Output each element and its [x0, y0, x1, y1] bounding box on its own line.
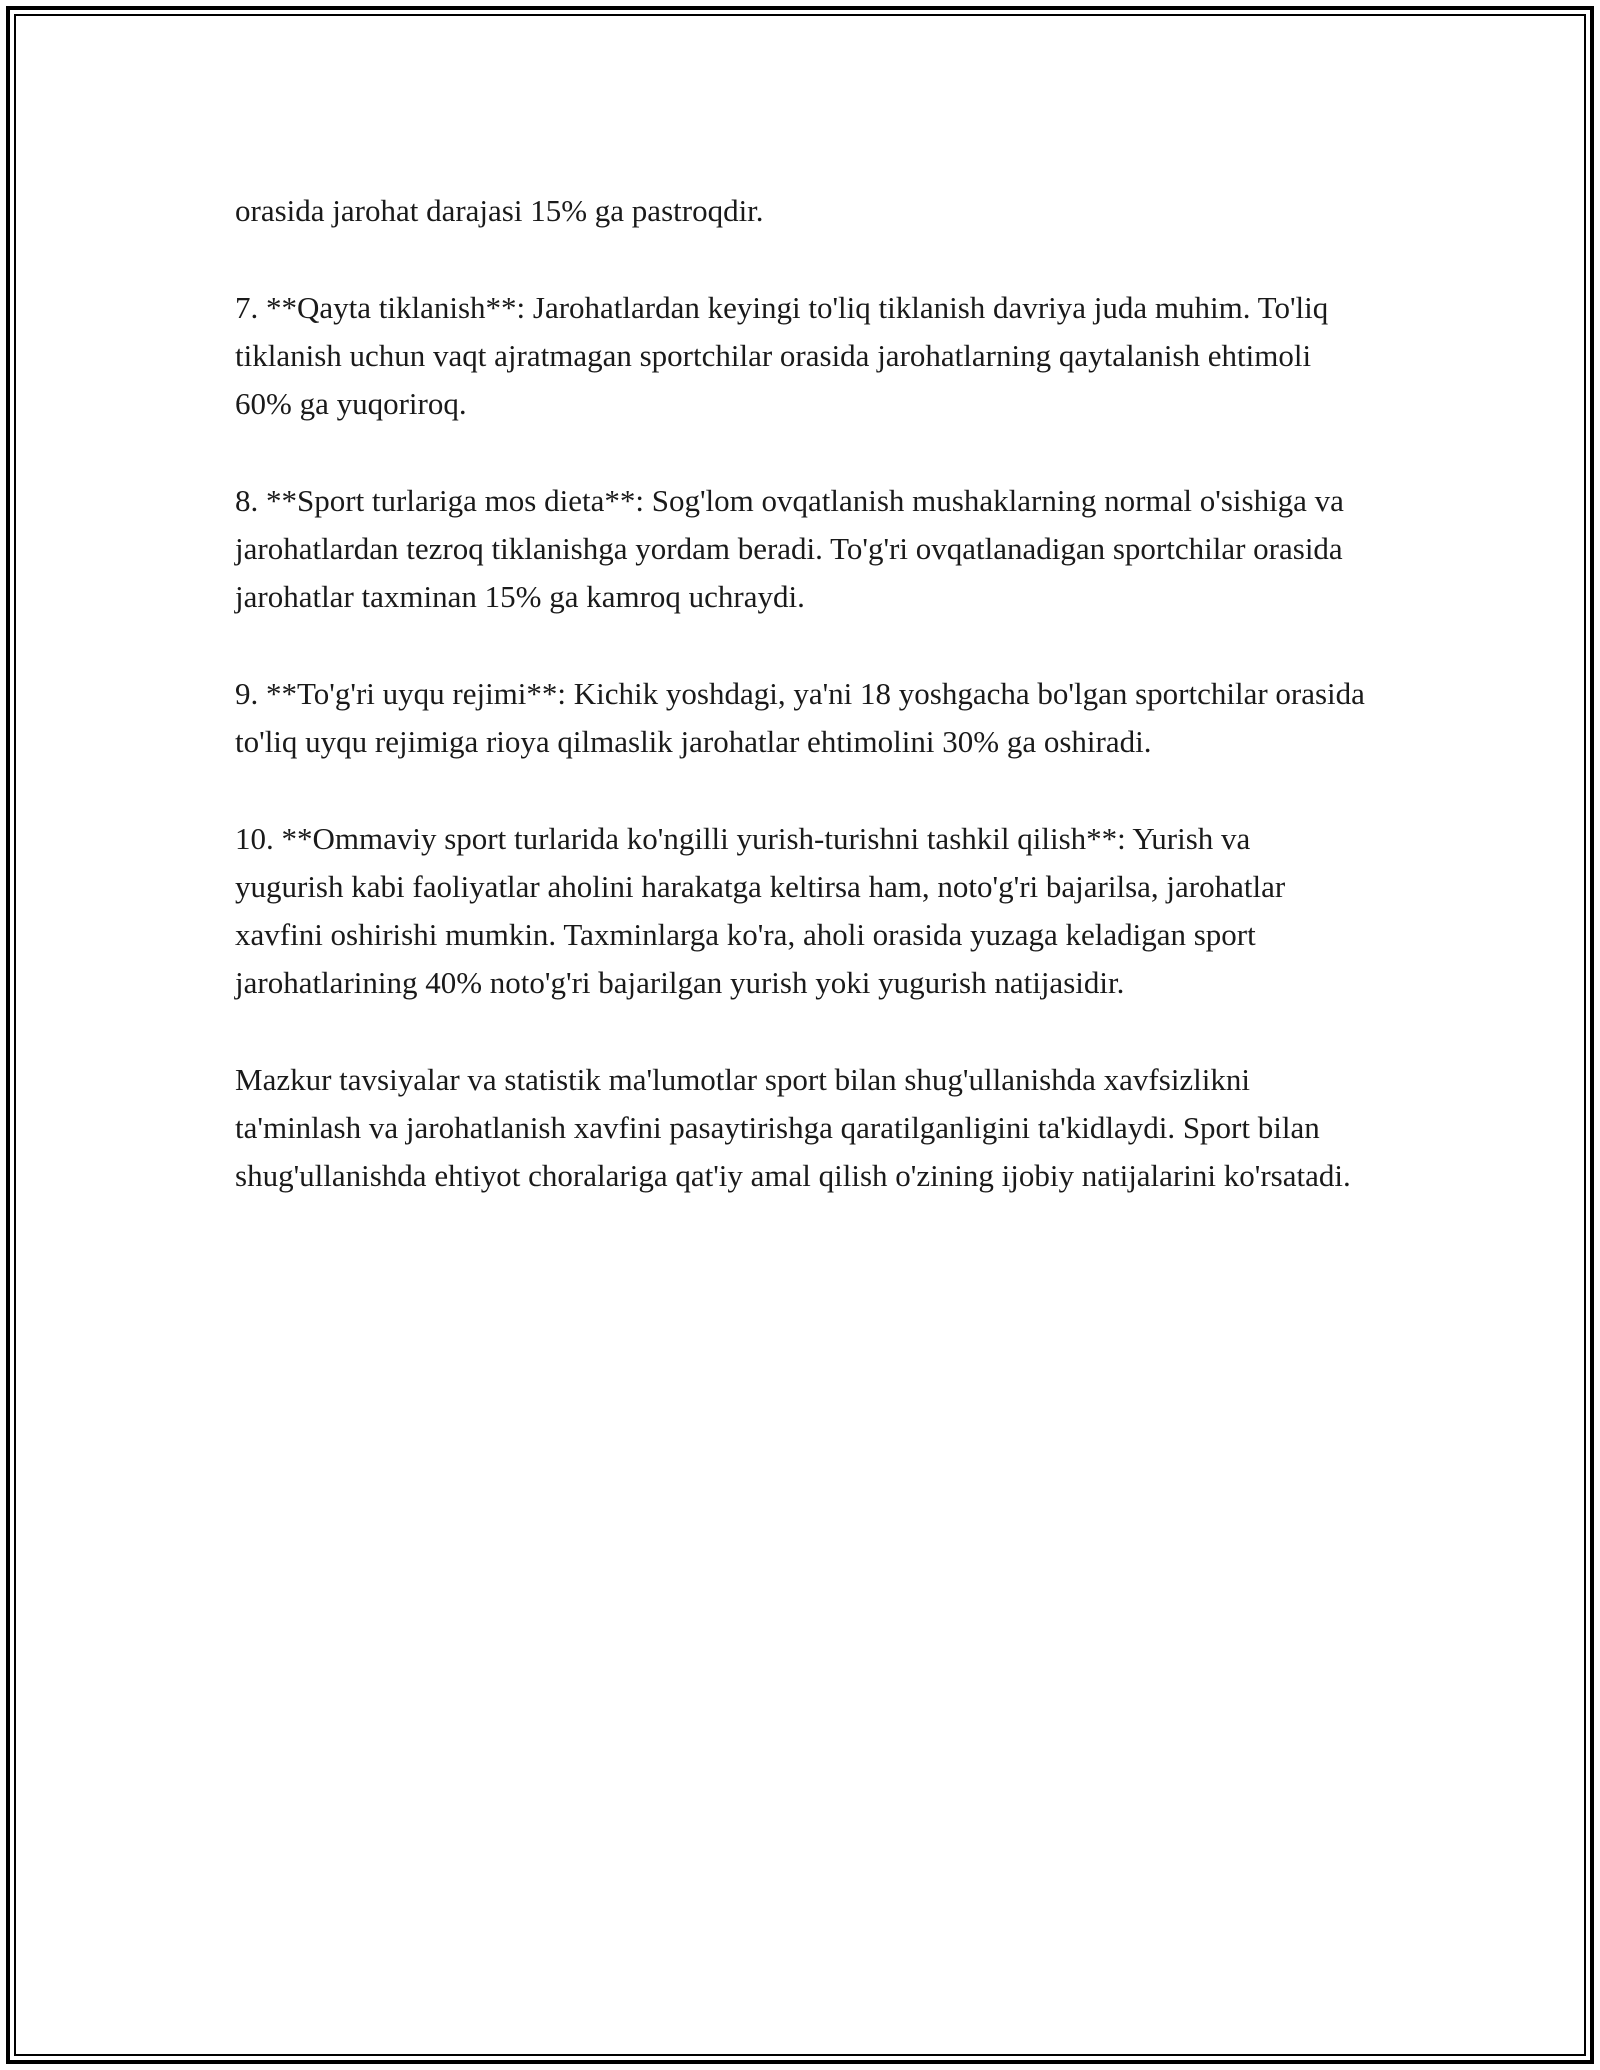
paragraph-continuation: orasida jarohat darajasi 15% ga pastroqdir. [235, 193, 764, 228]
paragraph-item-10: 10. **Ommaviy sport turlarida ko'ngilli yurish-turishni tashkil qilish**: Yurish va yugurish kabi faoliyatlar aholini harakatga keltirsa ham, noto'g'ri bajarilsa, jarohatlar xavfini oshirishi mumkin. Taxminlarga ko'ra, aholi orasida yuzaga keladigan sport jarohatlarining 40% noto'g'ri bajarilgan yurish yoki yugurish natijasidir. [235, 821, 1286, 1000]
paragraph-item-7: 7. **Qayta tiklanish**: Jarohatlardan keyingi to'liq tiklanish davriya juda muhim. To'liq tiklanish uchun vaqt ajratmagan sportchilar orasida jarohatlarning qaytalanish ehtimoli 60% ga yuqoriroq. [235, 290, 1329, 421]
paragraph-item-8: 8. **Sport turlariga mos dieta**: Sog'lom ovqatlanish mushaklarning normal o'sishiga va jarohatlardan tezroq tiklanishga yordam beradi. To'g'ri ovqatlanadigan sportchilar orasida jarohatlar taxminan 15% ga kamroq uchraydi. [235, 483, 1344, 614]
paragraph-item-9: 9. **To'g'ri uyqu rejimi**: Kichik yoshdagi, ya'ni 18 yoshgacha bo'lgan sportchilar orasida to'liq uyqu rejimiga rioya qilmaslik jarohatlar ehtimolini 30% ga oshiradi. [235, 676, 1365, 759]
document-body [235, 187, 1365, 1200]
paragraph-conclusion: Mazkur tavsiyalar va statistik ma'lumotlar sport bilan shug'ullanishda xavfsizlikni ta'minlash va jarohatlanish xavfini pasaytirishga qaratilganligini ta'kidlaydi. Sport bilan shug'ullanishda ehtiyot choralariga qat'iy amal qilish o'zining ijobiy natijalarini ko'rsatadi. [235, 1062, 1351, 1193]
